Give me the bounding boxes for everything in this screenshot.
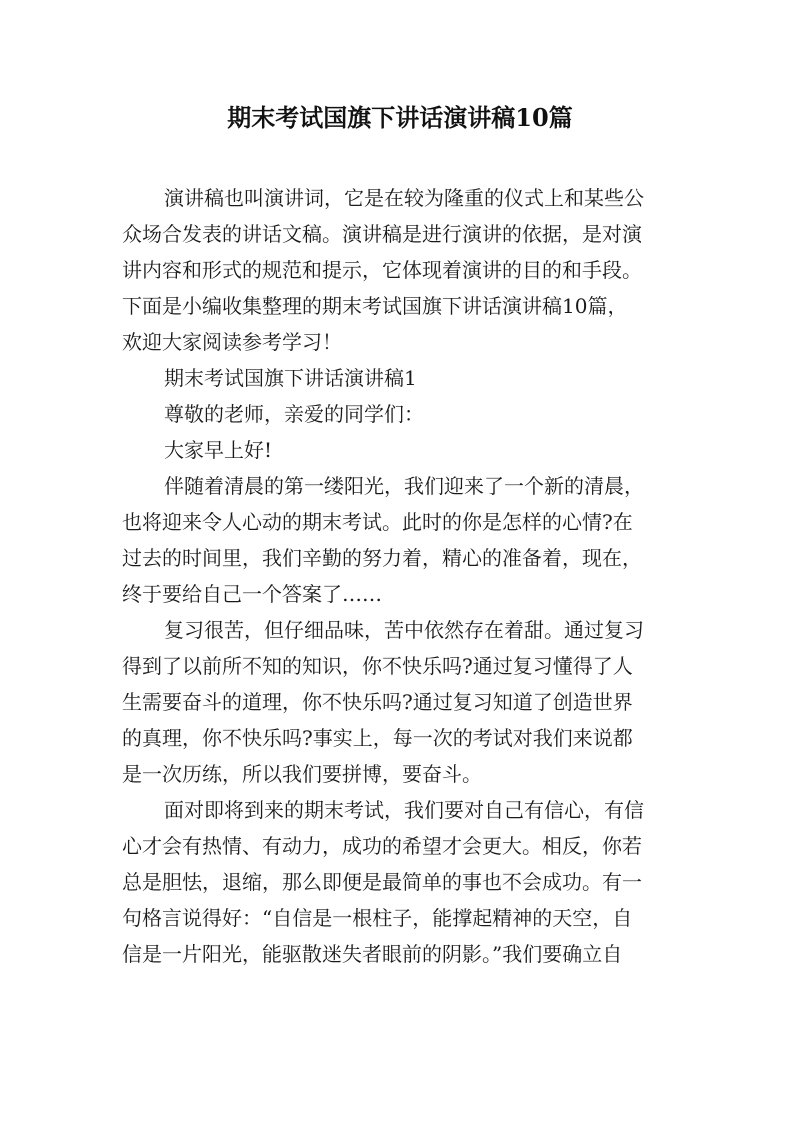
paragraph-body — [122, 612, 692, 792]
text-line: 也将迎来令人心动的期末考试。此时的你是怎样的心情?在 — [122, 510, 633, 534]
text-line: 过去的时间里，我们辛勤的努力着，精心的准备着，现在， — [122, 546, 642, 570]
greeting — [122, 432, 692, 468]
paragraph-intro — [122, 180, 692, 360]
text-line: 欢迎大家阅读参考学习！ — [122, 330, 342, 354]
text-line: 复习很苦，但仔细品味，苦中依然存在着甜。通过复习 — [164, 618, 644, 642]
text-line: 得到了以前所不知的知识，你不快乐吗?通过复习懂得了人 — [122, 654, 633, 678]
text-line: 是一次历练，所以我们要拼博，要奋斗。 — [122, 762, 482, 786]
text-line: 句格言说得好：“自信是一根柱子，能撑起精神的天空，自 — [122, 906, 633, 930]
document-title: 期末考试国旗下讲话演讲稿10篇 — [227, 103, 573, 132]
text-line: 尊敬的老师，亲爱的同学们： — [164, 402, 424, 426]
text-line: 讲内容和形式的规范和提示，它体现着演讲的目的和手段。 — [122, 258, 642, 282]
section-heading — [122, 360, 692, 396]
document-body — [122, 180, 692, 972]
text-line: 期末考试国旗下讲话演讲稿1 — [164, 366, 417, 390]
text-line: 演讲稿也叫演讲词，它是在较为隆重的仪式上和某些公 — [164, 186, 644, 210]
text-line: 大家早上好! — [164, 438, 273, 462]
text-line: 众场合发表的讲话文稿。演讲稿是进行演讲的依据，是对演 — [122, 222, 642, 246]
paragraph-body — [122, 792, 692, 972]
text-line: 信是一片阳光，能驱散迷失者眼前的阴影。”我们要确立自 — [122, 942, 623, 966]
text-line: 伴随着清晨的第一缕阳光，我们迎来了一个新的清晨， — [164, 474, 644, 498]
text-line: 生需要奋斗的道理，你不快乐吗?通过复习知道了创造世界 — [122, 690, 633, 714]
text-line: 面对即将到来的期末考试，我们要对自己有信心，有信 — [164, 798, 644, 822]
text-line: 终于要给自己一个答案了…… — [122, 582, 382, 606]
salutation — [122, 396, 692, 432]
text-line: 的真理，你不快乐吗?事实上，每一次的考试对我们来说都 — [122, 726, 633, 750]
paragraph-body — [122, 468, 692, 612]
text-line: 心才会有热情、有动力，成功的希望才会更大。相反，你若 — [122, 834, 642, 858]
text-line: 下面是小编收集整理的期末考试国旗下讲话演讲稿10篇， — [122, 294, 628, 318]
text-line: 总是胆怯，退缩，那么即便是最简单的事也不会成功。有一 — [122, 870, 642, 894]
